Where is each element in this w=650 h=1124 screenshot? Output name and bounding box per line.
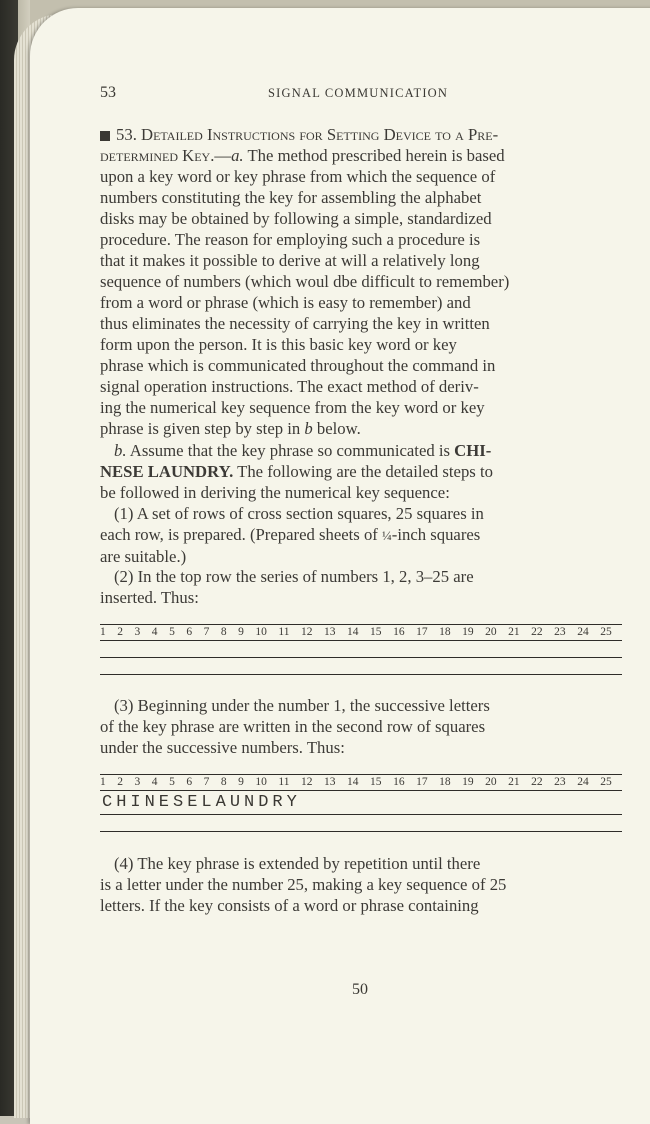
paragraph-a-line-12: phrase which is communicated throughout the command in [100,356,496,375]
sub-ref-b: b [304,419,313,438]
grid-1-number: 3 [134,626,141,638]
step-4-line-2: is a letter under the number 25, making a key sequence of 25 [100,875,507,894]
paragraph-b-line-2 [100,461,622,482]
grid-1-number: 19 [462,626,474,638]
grid-2-number: 21 [508,776,520,788]
section-title-part1: Detailed Instructions for Setting Device to a Pre- [141,125,499,144]
paragraph-a-line-11: form upon the person. It is this basic key word or key [100,335,457,354]
paragraph-a-line-8: sequence of numbers (which woul dbe difficult to remember) [100,272,510,291]
grid-2-number: 10 [255,776,267,788]
grid-2-letter-row: CHINESELAUNDRY [102,793,301,812]
sub-label-b: b. [114,441,127,460]
grid-2-number: 19 [462,776,474,788]
paragraph-a-line-6: procedure. The reason for employing such a procedure is [100,230,481,249]
step-1-line-2 [100,524,622,546]
grid-1-number: 13 [324,626,336,638]
step-2-line-1: (2) In the top row the series of numbers 1, 2, 3–25 are [114,567,474,586]
step-2 [100,566,622,608]
step-4-line-1: (4) The key phrase is extended by repetition until there [114,854,481,873]
paragraph-a-line-3: upon a key word or key phrase from which the sequence of [100,167,496,186]
page-number-top: 53 [100,84,116,101]
grid-2-number: 1 [100,776,106,788]
section-title-part2: determined Key. [100,146,215,165]
grid-1-number: 20 [485,626,497,638]
section-mark-icon [100,131,110,141]
grid-2-number: 22 [531,776,543,788]
paragraph-a-last-start: phrase is given step by step in [100,419,305,438]
title-dash: — [214,146,232,165]
grid-1-number: 17 [416,626,428,638]
grid-2-number: 5 [169,776,175,788]
paragraph-a-line-9: from a word or phrase (which is easy to remember) and [100,293,471,312]
paragraph-a-line-2 [100,145,622,166]
grid-2-number-row [100,776,612,788]
section-number: 53. [116,125,137,144]
grid-1-number: 23 [554,626,566,638]
grid-1-number: 15 [370,626,382,638]
grid-2-number: 8 [220,776,227,788]
sub-label-a: a. [231,146,244,165]
paragraph-a-line-10: thus eliminates the necessity of carrying the key in written [100,314,490,333]
grid-2-number: 13 [324,776,336,788]
paragraph-b-line-2-text: The following are the detailed steps to [233,462,493,481]
running-head: SIGNAL COMMUNICATION [268,86,449,100]
grid-1-rule-2 [100,640,622,641]
grid-1-number-row [100,626,612,638]
grid-1-rule-3 [100,657,622,658]
paragraph-a-line-7: that it makes it possible to derive at will a relatively long [100,251,480,270]
step-3-line-3: under the successive numbers. Thus: [100,738,345,757]
grid-2-number: 18 [439,776,451,788]
grid-2-number: 11 [278,776,290,788]
grid-1-number: 21 [508,626,520,638]
paragraph-a-line-5: disks may be obtained by following a simple, standardized [100,209,492,228]
paragraph-a-last-end: below. [312,419,361,438]
grid-2-number: 12 [301,776,313,788]
paragraph-a-line-2-text: The method prescribed herein is based [243,146,505,165]
paragraph-a-line-1 [100,124,622,145]
grid-1-number: 14 [347,626,359,638]
paragraph-b-line-3: be followed in deriving the numerical key sequence: [100,483,450,502]
paragraph-a-line-14: ing the numerical key sequence from the key word or key [100,398,485,417]
grid-2-number: 2 [117,776,124,788]
grid-2-number: 17 [416,776,428,788]
key-phrase-part1: CHI- [454,441,492,460]
step-4-line-3: letters. If the key consists of a word or phrase containing [100,896,479,915]
grid-1-number: 7 [203,626,210,638]
grid-1-number: 11 [278,626,290,638]
grid-1-number: 8 [220,626,227,638]
grid-2-rule-3 [100,814,622,815]
grid-2-number: 4 [151,776,158,788]
paragraph-a-line-4: numbers constituting the key for assembling the alphabet [100,188,482,207]
grid-2-rule-top [100,774,622,775]
grid-1-number: 1 [100,626,106,638]
grid-2-number: 3 [134,776,141,788]
step-3-line-1: (3) Beginning under the number 1, the successive letters [114,696,490,715]
paragraph-a [100,124,622,439]
grid-2-number: 15 [370,776,382,788]
grid-2-number: 25 [600,776,612,788]
grid-2-rule-2 [100,790,622,791]
grid-1-number: 5 [169,626,175,638]
grid-2-number: 23 [554,776,566,788]
grid-1-number: 6 [186,626,193,638]
step-1-line-2-end: -inch squares [391,525,481,544]
grid-2-number: 9 [238,776,244,788]
grid-2-number: 16 [393,776,405,788]
grid-2-number: 6 [186,776,193,788]
paragraph-b [100,440,622,503]
step-1-line-2-start: each row, is prepared. (Prepared sheets of [100,525,383,544]
grid-1-number: 25 [600,626,612,638]
page-number-bottom: 50 [352,981,368,998]
step-3 [100,695,622,758]
key-phrase-part2: NESE LAUNDRY. [100,462,234,481]
paragraph-a-line-13: signal operation instructions. The exact method of deriv- [100,377,479,396]
grid-1-number: 24 [577,626,589,638]
paragraph-b-line-1-text: Assume that the key phrase so communicated is [126,441,455,460]
grid-1-rule-4 [100,674,622,675]
number-grid-1 [100,620,622,680]
grid-2-number: 24 [577,776,589,788]
grid-2-number: 20 [485,776,497,788]
grid-1-number: 2 [117,626,124,638]
quarter-fraction: ¼ [382,528,392,543]
step-1-line-1: (1) A set of rows of cross section squares, 25 squares in [114,504,484,523]
grid-1-number: 16 [393,626,405,638]
grid-1-number: 12 [301,626,313,638]
grid-1-number: 22 [531,626,543,638]
grid-1-rule-top [100,624,622,625]
step-4 [100,853,622,916]
grid-2-number: 14 [347,776,359,788]
paragraph-a-line-15 [100,418,622,439]
grid-1-number: 10 [255,626,267,638]
step-3-line-2: of the key phrase are written in the second row of squares [100,717,486,736]
step-1-line-3: are suitable.) [100,547,187,566]
grid-1-number: 18 [439,626,451,638]
step-2-line-2: inserted. Thus: [100,588,199,607]
grid-1-number: 4 [151,626,158,638]
grid-2-rule-4 [100,831,622,832]
number-grid-2 [100,770,622,836]
grid-1-number: 9 [238,626,244,638]
paragraph-b-line-1 [100,440,622,461]
step-1 [100,503,622,567]
grid-2-number: 7 [203,776,210,788]
